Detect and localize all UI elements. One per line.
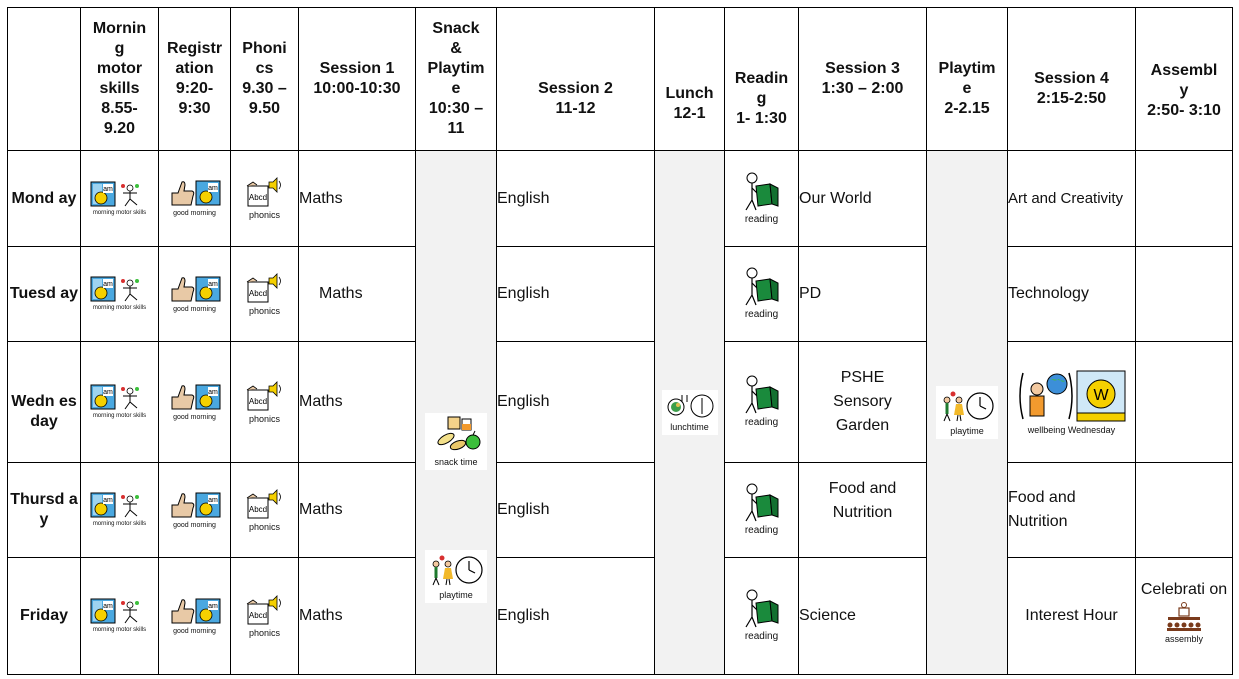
cell-reading-symbol [725,558,799,675]
cell-session1: Maths [299,342,416,463]
cell-registration-symbol [159,463,231,558]
phonics-icon [245,176,285,208]
reading-icon [742,172,782,212]
cell-morning-symbol [81,151,159,247]
cell-session1: Maths [299,151,416,247]
cell-session3: PD [799,247,927,342]
phonics-symbol [245,380,285,425]
lunch-icon [665,392,715,420]
cell-session2: English [497,342,655,463]
playtime-symbol [425,550,487,603]
playtime-caption: playtime [439,589,473,600]
snack-caption: snack time [434,456,478,467]
morning-caption: morning motor skills [92,209,147,216]
phonics-symbol [245,272,285,317]
cell-session4: Interest Hour [1008,558,1136,675]
phonics-caption: phonics [248,627,281,638]
registration-caption: good morning [173,413,216,421]
cell-phonics-symbol [231,151,299,247]
svg-text:Abcd: Abcd [248,396,267,406]
header-morning-motor-skills: Mornin g motor skills 8.55- 9.20 [81,8,159,151]
morning-motor-skills-icon [90,492,150,518]
phonics-caption: phonics [248,305,281,316]
cell-morning-symbol [81,247,159,342]
cell-session4: Food and Nutrition [1008,463,1136,558]
cell-session2: English [497,247,655,342]
day-label: Thursd ay [8,463,81,558]
cell-lunch [655,151,725,675]
phonics-icon [245,272,285,304]
phonics-icon [245,380,285,412]
header-session-3: Session 3 1:30 – 2:00 [799,8,927,151]
thumbs-up-icon [168,597,222,625]
wellbeing-icon [1017,369,1127,423]
celebration-text: Celebrati on [1140,581,1228,598]
registration-caption: good morning [173,627,216,635]
cell-reading-symbol [725,463,799,558]
cell-session2: English [497,151,655,247]
svg-text:Abcd: Abcd [248,610,267,620]
svg-text:am: am [102,281,113,288]
thumbs-up-icon [168,491,222,519]
cell-phonics-symbol [231,558,299,675]
cell-snack-playtime [416,151,497,675]
good-morning-symbol [168,275,222,314]
good-morning-symbol [168,179,222,218]
playtime-icon [939,388,995,424]
morning-motor-skills-icon [90,598,150,624]
good-morning-symbol [168,597,222,636]
cell-session1: Maths [299,463,416,558]
cell-reading-symbol [725,151,799,247]
cell-registration-symbol [159,151,231,247]
day-label: Tuesd ay [8,247,81,342]
reading-symbol [742,375,782,429]
svg-text:Abcd: Abcd [248,288,267,298]
reading-icon [742,267,782,307]
header-reading: Readin g 1- 1:30 [725,8,799,151]
timetable [7,7,1233,675]
cell-assembly [1136,247,1233,342]
svg-text:am: am [207,280,218,288]
lunchtime-symbol [662,390,718,435]
cell-assembly [1136,463,1233,558]
cell-phonics-symbol [231,463,299,558]
row-friday [8,558,1233,675]
wellbeing-caption: wellbeing Wednesday [1027,424,1116,435]
cell-reading-symbol [725,342,799,463]
header-session-2: Session 2 11-12 [497,8,655,151]
assembly-icon [1164,602,1204,632]
cell-assembly [1136,151,1233,247]
snack-time-symbol [425,413,487,470]
header-lunch: Lunch 12-1 [655,8,725,151]
playtime-caption: playtime [950,426,984,436]
phonics-caption: phonics [248,521,281,532]
phonics-icon [245,594,285,626]
cell-phonics-symbol [231,247,299,342]
cell-session3: Our World [799,151,927,247]
good-morning-symbol [168,383,222,422]
reading-icon [742,375,782,415]
header-playtime: Playtim e 2-2.15 [927,8,1008,151]
phonics-caption: phonics [248,210,281,220]
header-phonics: Phoni cs 9.30 – 9.50 [231,8,299,151]
header-snack-playtime: Snack & Playtim e 10:30 – 11 [416,8,497,151]
reading-symbol [742,267,782,321]
morning-caption: morning motor skills [92,413,147,419]
reading-caption: reading [744,631,779,642]
thumbs-up-icon [168,179,222,207]
wellbeing-wednesday-symbol [1017,369,1127,436]
registration-caption: good morning [173,521,216,529]
header-row [8,8,1233,151]
day-label: Friday [8,558,81,675]
morning-motor-skills-symbol [90,598,150,634]
morning-motor-skills-icon [90,276,150,302]
cell-session3: PSHE Sensory Garden [799,342,927,463]
svg-text:am: am [102,389,113,396]
header-session-4: Session 4 2:15-2:50 [1008,8,1136,151]
cell-session1: Maths [299,558,416,675]
reading-symbol [742,589,782,643]
phonics-symbol [245,488,285,533]
morning-motor-skills-symbol [90,492,150,528]
assembly-caption: assembly [1164,634,1203,644]
morning-motor-skills-symbol [90,384,150,420]
reading-symbol [742,172,782,226]
day-label: Mond ay [8,151,81,247]
cell-phonics-symbol [231,342,299,463]
svg-text:am: am [102,185,113,193]
cell-reading-symbol [725,247,799,342]
cell-registration-symbol [159,558,231,675]
day-label: Wedn esday [8,342,81,463]
assembly-symbol [1164,602,1204,645]
svg-text:Abcd: Abcd [248,504,267,514]
morning-motor-skills-icon [90,384,150,410]
phonics-caption: phonics [248,413,281,424]
morning-motor-skills-symbol [90,181,150,217]
morning-motor-skills-symbol [90,276,150,312]
reading-icon [742,483,782,523]
cell-session2: English [497,558,655,675]
wellbeing-letter: W [1092,386,1109,404]
row-thursday [8,463,1233,558]
lunch-caption: lunchtime [670,422,709,432]
svg-text:am: am [207,602,218,610]
cell-morning-symbol [81,342,159,463]
row-monday [8,151,1233,247]
row-wednesday [8,342,1233,463]
morning-motor-skills-icon [90,181,150,207]
reading-caption: reading [744,417,779,428]
cell-playtime [927,151,1008,675]
cell-session2: English [497,463,655,558]
cell-registration-symbol [159,342,231,463]
cell-session3: Science [799,558,927,675]
snack-icon [428,415,484,455]
svg-text:Abcd: Abcd [248,193,267,202]
cell-registration-symbol [159,247,231,342]
cell-assembly [1136,342,1233,463]
playtime-symbol-afternoon [936,386,998,439]
reading-icon [742,589,782,629]
cell-session4-wellbeing [1008,342,1136,463]
reading-caption: reading [744,309,779,320]
phonics-icon [245,488,285,520]
registration-caption: good morning [173,210,216,217]
svg-text:am: am [207,185,218,192]
cell-session1: Maths [299,247,416,342]
header-session-1: Session 1 10:00-10:30 [299,8,416,151]
playtime-icon [428,552,484,588]
cell-morning-symbol [81,558,159,675]
phonics-symbol [245,594,285,639]
morning-caption: morning motor skills [92,627,147,633]
phonics-symbol [245,176,285,221]
svg-text:am: am [207,388,218,396]
header-registration: Registr ation 9:20- 9:30 [159,8,231,151]
row-tuesday [8,247,1233,342]
registration-caption: good morning [173,305,216,313]
morning-caption: morning motor skills [92,521,147,527]
header-assembly: Assembl y 2:50- 3:10 [1136,8,1233,151]
reading-caption: reading [744,213,779,225]
reading-caption: reading [744,525,779,536]
cell-assembly-celebration [1136,558,1233,675]
thumbs-up-icon [168,275,222,303]
good-morning-symbol [168,491,222,530]
cell-session4: Art and Creativity [1008,151,1136,247]
thumbs-up-icon [168,383,222,411]
reading-symbol [742,483,782,537]
morning-caption: morning motor skills [92,305,147,311]
cell-session4: Technology [1008,247,1136,342]
svg-text:am: am [102,603,113,610]
header-corner [8,8,81,151]
cell-session3: Food and Nutrition [799,463,927,558]
svg-text:am: am [102,497,113,504]
svg-text:am: am [207,496,218,504]
cell-morning-symbol [81,463,159,558]
